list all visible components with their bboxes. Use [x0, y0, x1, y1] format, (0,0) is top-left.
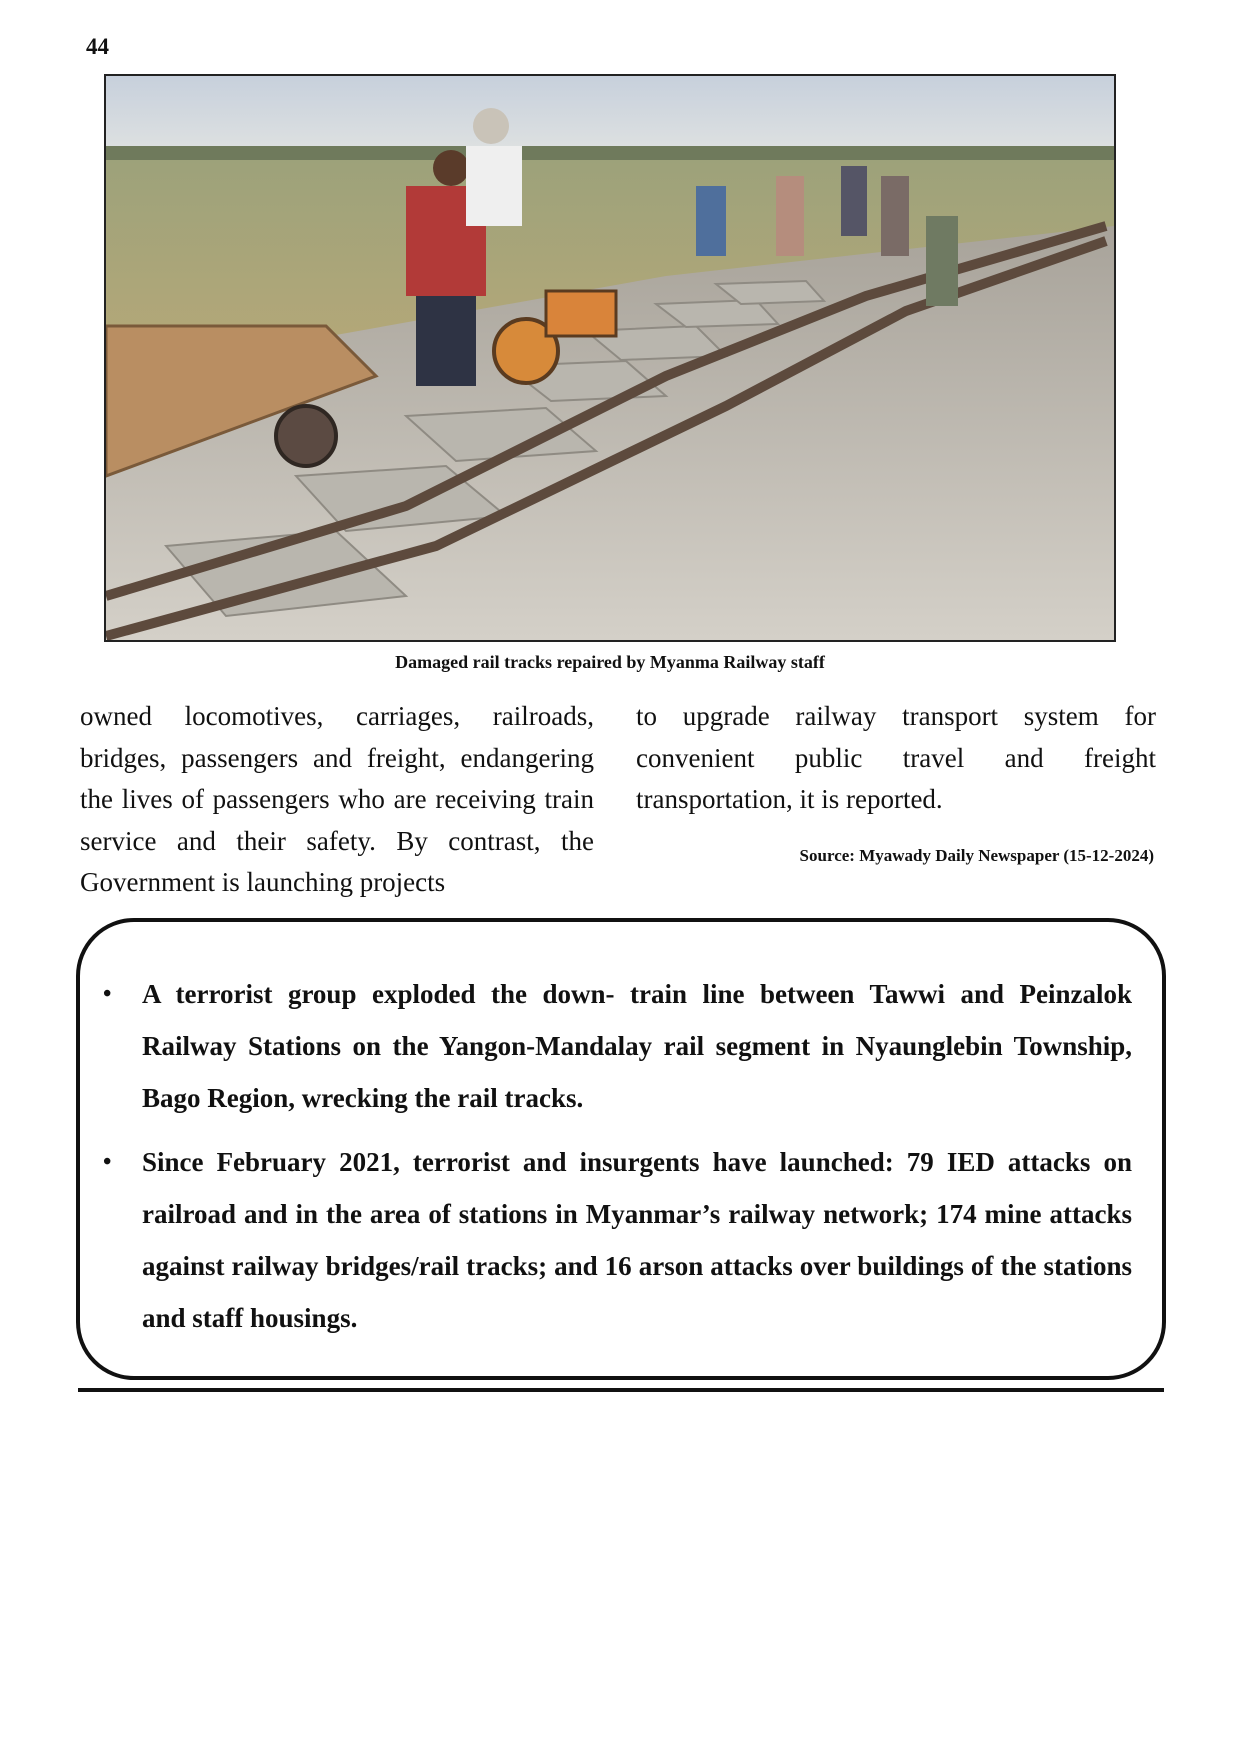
- rail-repair-photo: [104, 74, 1116, 642]
- bullet-icon: •: [103, 1149, 112, 1175]
- article-right-column: to upgrade railway transport system for convenient public travel and freight transportation, it is reported.: [636, 701, 1156, 814]
- highlight-item: [103, 1136, 1132, 1344]
- section-divider: [78, 1388, 1164, 1392]
- photo-caption: Damaged rail tracks repaired by Myanma Railway staff: [395, 652, 825, 672]
- article-left-column: owned locomotives, carriages, railroads, bridges, passengers and freight, endangering the lives of passengers who are receiving train service and their safety. By contrast, the Government is launching projects: [80, 701, 594, 897]
- article-source: Source: Myawady Daily Newspaper (15-12-2024): [799, 846, 1154, 865]
- highlights-box: [76, 918, 1166, 1380]
- highlight-text: A terrorist group exploded the down- train line between Tawwi and Peinzalok Railway Stations on the Yangon-Mandalay rail segment in Nyaunglebin Township, Bago Region, wrecking the rail tracks.: [142, 979, 1132, 1113]
- rail-repair-illustration: [106, 76, 1114, 640]
- highlight-item: [103, 968, 1132, 1124]
- page-number: 44: [86, 34, 109, 59]
- highlight-text: Since February 2021, terrorist and insurgents have launched: 79 IED attacks on railroad and in the area of stations in Myanmar’s railway network; 174 mine attacks against railway bridges/rail tracks; and 16 arson attacks over buildings of the stations and staff housings.: [142, 1147, 1132, 1333]
- bullet-icon: •: [103, 981, 112, 1007]
- highlights-list: [103, 968, 1132, 1356]
